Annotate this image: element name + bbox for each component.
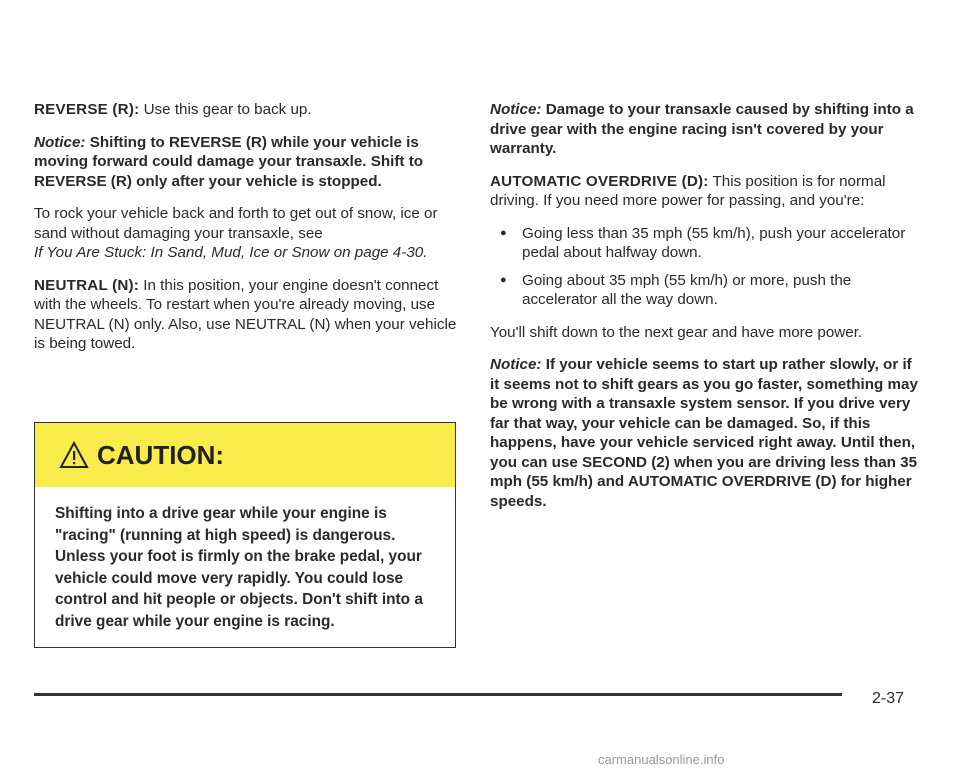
footer-rule — [34, 693, 842, 696]
notice-reverse-paragraph — [34, 133, 459, 192]
rock-vehicle-text: To rock your vehicle back and forth to get out of snow, ice or sand without damaging your transaxle, see — [34, 205, 438, 242]
notice-label: Notice: — [490, 356, 542, 373]
notice-sensor-text: If your vehicle seems to start up rather slowly, or if it seems not to shift gears as you go faster, something may be wrong with a transaxle system sensor. If you drive very far that way, your vehicle can be damaged. So, if this happens, have your vehicle serviced right away. Until then, you can use SECOND (2) when you are driving less than 35 mph (55 km/h) and AUTOMATIC OVERDRIVE (D) for higher speeds. — [490, 356, 918, 510]
overdrive-text: This position is for normal driving. If you need more power for passing, and you're: — [490, 172, 886, 209]
caution-header — [35, 423, 455, 487]
caution-title: CAUTION: — [97, 439, 225, 470]
notice-reverse-text: Shifting to REVERSE (R) while your vehicle is moving forward could damage your transaxle. Shift to REVERSE (R) only after your vehicle is stopped. — [34, 133, 424, 190]
stuck-reference: If You Are Stuck: In Sand, Mud, Ice or Snow on page 4-30. — [34, 244, 428, 261]
notice-warranty-text: Damage to your transaxle caused by shifting into a drive gear with the engine racing isn't covered by your warranty. — [490, 101, 914, 157]
watermark-text: carmanualsonline.info — [598, 752, 725, 767]
caution-box — [34, 422, 456, 648]
overdrive-label: AUTOMATIC OVERDRIVE (D): — [490, 172, 709, 190]
reverse-label: REVERSE (R): — [34, 101, 140, 118]
neutral-paragraph — [34, 276, 459, 354]
rock-vehicle-paragraph — [34, 204, 459, 263]
speed-list — [490, 224, 920, 310]
overdrive-paragraph — [490, 172, 920, 211]
list-item: ● Going less than 35 mph (55 km/h), push your accelerator pedal about halfway down. — [522, 224, 920, 263]
neutral-label: NEUTRAL (N): — [34, 276, 140, 294]
shift-down-paragraph: You'll shift down to the next gear and have more power. — [490, 323, 863, 341]
reverse-paragraph — [34, 100, 459, 120]
left-column — [34, 100, 459, 367]
caution-text: Shifting into a drive gear while your engine is "racing" (running at high speed) is dangerous. Unless your foot is firmly on the brake pedal, your vehicle could move very rapidly. You could lose control and hit people or objects. Don't shift into a drive gear while your engine is racing. — [55, 505, 423, 630]
list-item: ● Going about 35 mph (55 km/h) or more, push the accelerator all the way down. — [522, 271, 920, 310]
reverse-text: Use this gear to back up. — [143, 101, 312, 118]
notice-label: Notice: — [34, 133, 86, 151]
neutral-text: In this position, your engine doesn't connect with the wheels. To restart when you're already moving, use NEUTRAL (N) only. Also, use NEUTRAL (N) when your vehicle is being towed. — [34, 276, 457, 352]
notice-sensor-paragraph — [490, 355, 920, 511]
page-number: 2-37 — [872, 690, 905, 707]
right-column — [490, 100, 920, 524]
notice-label: Notice: — [490, 101, 542, 118]
notice-warranty-paragraph — [490, 100, 920, 159]
warning-triangle-icon — [59, 440, 89, 470]
